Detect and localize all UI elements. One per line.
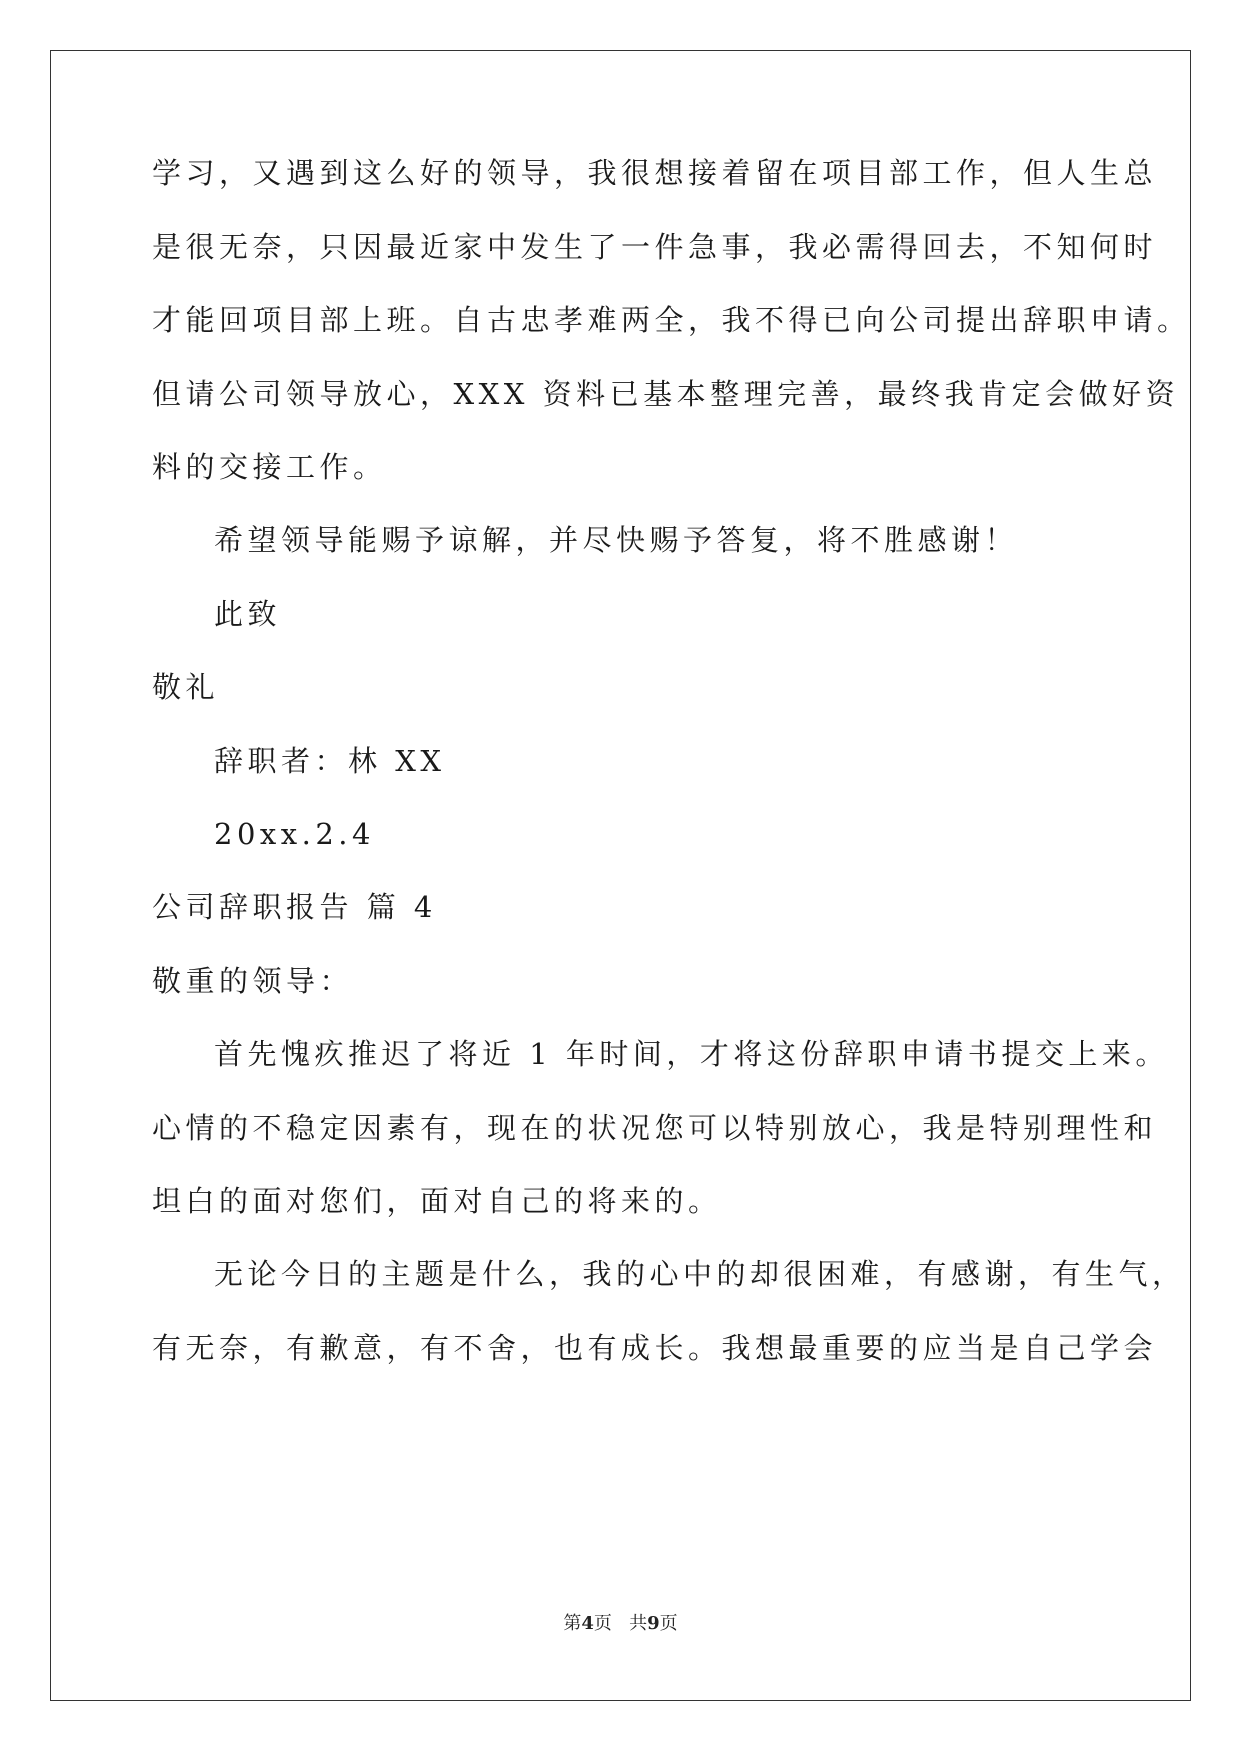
date-line: 20xx.2.4 [214,817,375,851]
page-frame [50,50,1191,1701]
total-page-number: 9 [647,1613,660,1634]
page-footer [0,1612,1241,1636]
paragraph-line: 是很无奈，只因最近家中发生了一件急事，我必需得回去，不知何时 [152,230,1158,264]
paragraph-line: 心情的不稳定因素有，现在的状况您可以特别放心，我是特别理性和 [152,1111,1158,1145]
closing-regards: 敬礼 [152,670,220,704]
paragraph-line: 才能回项目部上班。自古忠孝难两全，我不得已向公司提出辞职申请。 [152,303,1191,337]
letter-greeting: 敬重的领导： [152,964,354,998]
signature-line: 辞职者：林 XX [214,744,446,778]
footer-prefix: 第 [563,1613,582,1634]
paragraph-line: 料的交接工作。 [152,450,387,484]
paragraph-line: 无论今日的主题是什么，我的心中的却很困难，有感谢，有生气， [214,1257,1186,1291]
section-title: 公司辞职报告 篇 4 [152,890,437,924]
paragraph-line: 首先愧疚推迟了将近 1 年时间，才将这份辞职申请书提交上来。 [214,1037,1169,1071]
current-page-number: 4 [581,1613,594,1634]
paragraph-line: 有无奈，有歉意，有不舍，也有成长。我想最重要的应当是自己学会 [152,1331,1158,1365]
paragraph-line: 学习，又遇到这么好的领导，我很想接着留在项目部工作，但人生总 [152,156,1158,190]
closing-salutation: 此致 [214,597,282,631]
paragraph-line: 希望领导能赐予谅解，并尽快赐予答复，将不胜感谢！ [214,523,1019,557]
paragraph-line: 但请公司领导放心，XXX 资料已基本整理完善，最终我肯定会做好资 [152,377,1180,411]
footer-suffix: 页 [659,1613,678,1634]
footer-middle: 页 共 [593,1613,648,1634]
paragraph-line: 坦白的面对您们，面对自己的将来的。 [152,1184,722,1218]
